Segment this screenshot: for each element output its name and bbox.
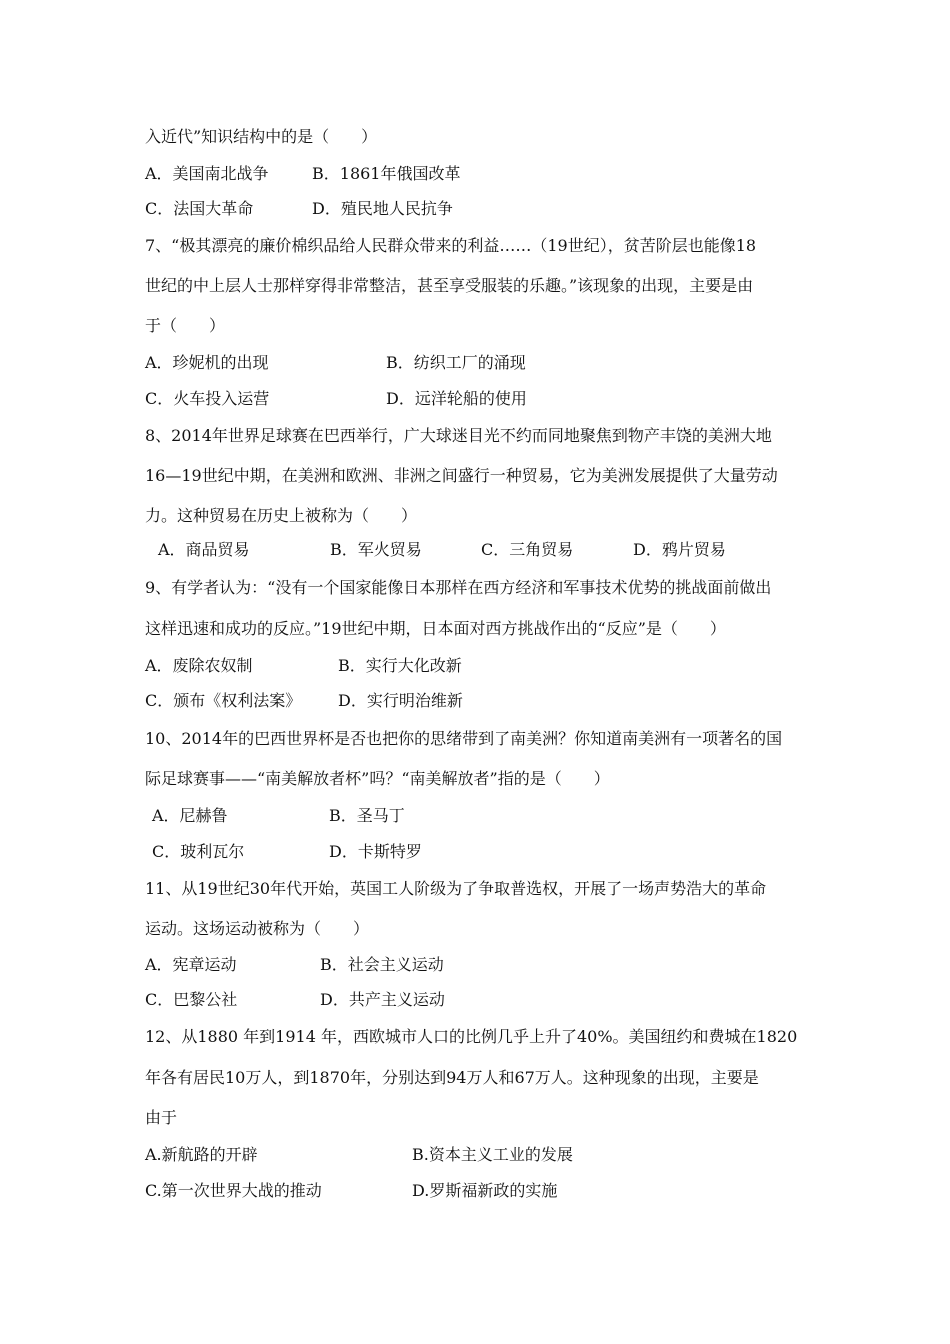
question-12-option-a: A.新航路的开辟 (145, 1145, 258, 1164)
question-10-option-d: D．卡斯特罗 (329, 842, 422, 861)
question-10-text-line: 际足球赛事——“南美解放者杯”吗？“南美解放者”指的是（ ） (145, 769, 610, 788)
question-7-option-b: B．纺织工厂的涌现 (386, 353, 526, 372)
question-7-text-line: 7、“极其漂亮的廉价棉织品给人民群众带来的利益……（19世纪），贫苦阶层也能像18 (145, 236, 757, 255)
question-6-text-line: 入近代”知识结构中的是（ ） (145, 127, 378, 146)
question-6-option-d: D．殖民地人民抗争 (312, 199, 453, 218)
question-12-text-line: 12、从1880 年到1914 年，西欧城市人口的比例几乎上升了40%。美国纽约和费城在1820 (145, 1027, 798, 1046)
question-11-option-a: A．宪章运动 (145, 955, 237, 974)
question-8-text-line: 力。这种贸易在历史上被称为（ ） (145, 506, 418, 525)
question-12-option-c: C.第一次世界大战的推动 (145, 1181, 322, 1200)
question-12-option-b: B.资本主义工业的发展 (412, 1145, 573, 1164)
question-8-text-line: 8、2014年世界足球赛在巴西举行，广大球迷目光不约而同地聚焦到物产丰饶的美洲大地 (145, 426, 772, 445)
question-12-option-d: D.罗斯福新政的实施 (412, 1181, 558, 1200)
question-6-option-a: A．美国南北战争 (145, 164, 269, 183)
question-8-option-a: A．商品贸易 (158, 540, 250, 559)
question-9-text-line: 这样迅速和成功的反应。”19世纪中期，日本面对西方挑战作出的“反应”是（ ） (145, 619, 726, 638)
question-7-option-a: A．珍妮机的出现 (145, 353, 269, 372)
question-7-option-c: C．火车投入运营 (145, 389, 270, 408)
question-6-option-c: C．法国大革命 (145, 199, 254, 218)
question-11-option-b: B．社会主义运动 (320, 955, 444, 974)
question-7-text-line: 于（ ） (145, 316, 226, 335)
question-10-option-b: B．圣马丁 (329, 806, 405, 825)
question-6-option-b: B．1861年俄国改革 (312, 164, 461, 183)
question-8-option-c: C．三角贸易 (481, 540, 574, 559)
question-11-text-line: 11、从19世纪30年代开始，英国工人阶级为了争取普选权，开展了一场声势浩大的革命 (145, 879, 767, 898)
question-10-text-line: 10、2014年的巴西世界杯是否也把你的思绪带到了南美洲？你知道南美洲有一项著名的国 (145, 729, 783, 748)
question-9-option-d: D．实行明治维新 (338, 691, 463, 710)
question-11-text-line: 运动。这场运动被称为（ ） (145, 919, 370, 938)
question-10-option-c: C．玻利瓦尔 (152, 842, 245, 861)
question-7-text-line: 世纪的中上层人士那样穿得非常整洁，甚至享受服装的乐趣。”该现象的出现，主要是由 (145, 276, 754, 295)
question-12-text-line: 年各有居民10万人，到1870年，分别达到94万人和67万人。这种现象的出现，主要是 (145, 1068, 759, 1087)
question-8-option-d: D．鸦片贸易 (633, 540, 726, 559)
question-10-option-a: A．尼赫鲁 (152, 806, 228, 825)
question-11-option-d: D．共产主义运动 (320, 990, 445, 1009)
question-11-option-c: C．巴黎公社 (145, 990, 238, 1009)
question-9-text-line: 9、有学者认为：“没有一个国家能像日本那样在西方经济和军事技术优势的挑战面前做出 (145, 578, 772, 597)
question-8-text-line: 16—19世纪中期，在美洲和欧洲、非洲之间盛行一种贸易，它为美洲发展提供了大量劳动 (145, 466, 778, 485)
question-8-option-b: B．军火贸易 (330, 540, 422, 559)
question-12-text-line: 由于 (145, 1108, 178, 1127)
question-9-option-c: C．颁布《权利法案》 (145, 691, 302, 710)
question-7-option-d: D．远洋轮船的使用 (386, 389, 527, 408)
question-9-option-a: A．废除农奴制 (145, 656, 253, 675)
question-9-option-b: B．实行大化改新 (338, 656, 462, 675)
